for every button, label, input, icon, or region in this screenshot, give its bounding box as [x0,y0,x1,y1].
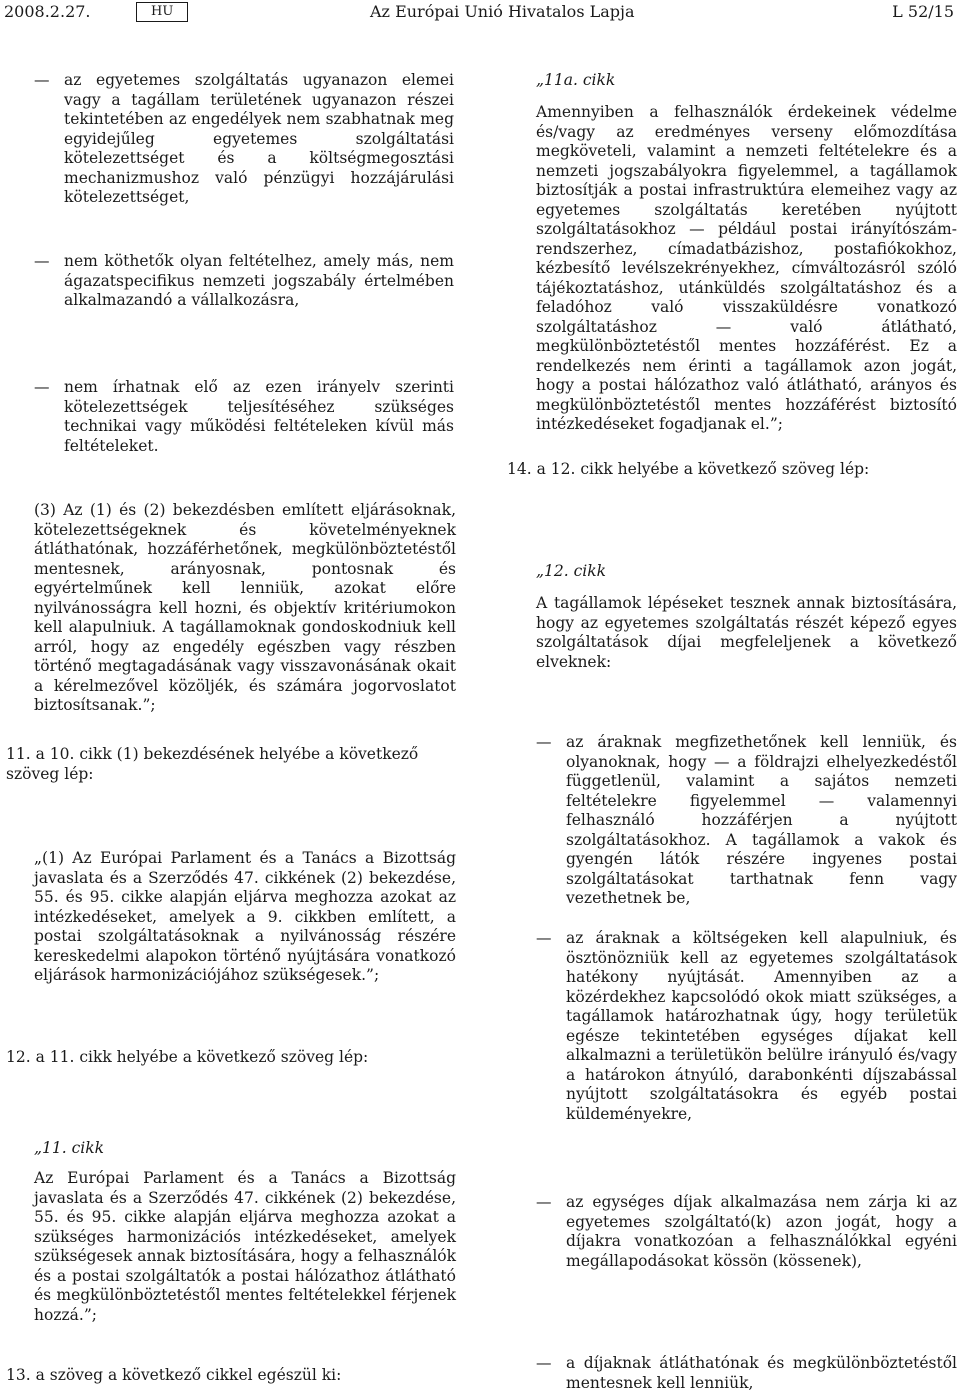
article-11-title: „11. cikk [34,1139,105,1157]
list-item [536,733,957,907]
article-11a-title: „11a. cikk [536,71,616,89]
dash-marker: — [536,1354,552,1372]
list-item [536,1354,957,1394]
publication-date: 2008.2.27. [4,2,91,21]
dash-marker: — [34,71,50,89]
list-item [536,929,957,1123]
list-item-text: az egységes díjak alkalmazása nem zárja ki az egyetemes szolgáltató(k) azon jogát, hogy a díjakra vonatkozóan a felhasználókkal egyéni megállapodásokat kössön (kössenek), [566,1193,957,1270]
dash-marker: — [536,1193,552,1211]
list-item-text: nem írhatnak elő az ezen irányelv szerinti kötelezettségek teljesítéséhez szükséges technikai vagy működési feltételeken kívül más feltételeket. [64,378,454,455]
list-item-text: az áraknak a költségeken kell alapulniuk, és ösztönözniük kell az egyetemes szolgáltatások hatékony nyújtását. Amennyiben az a közérdekhez kapcsolódó okok miatt szükséges, a tagállamok határozhatnak úgy, hogy területük egésze tekintetében egységes díjakat kell alkalmazni a területükön belülre irányuló és/vagy a határokon átnyúló, darabonkénti díjszabással nyújtott szolgáltatásokra és egyéb postai küldeményekre, [566,929,957,1123]
list-item [536,1193,957,1273]
list-item [34,252,454,322]
amendment-item-12: 12. a 11. cikk helyébe a következő szöveg lép: [6,1048,369,1066]
list-item-text: a díjaknak átláthatónak és megkülönböztetéstől mentesnek kell lenniük, [566,1354,957,1392]
list-item [34,71,454,211]
page-number: L 52/15 [892,2,954,21]
language-badge: HU [136,2,188,22]
page-header [0,2,960,24]
article-12-title: „12. cikk [536,562,607,580]
dash-marker: — [536,733,552,751]
paragraph-3: (3) Az (1) és (2) bekezdésben említett eljárásoknak, kötelezettségeknek és követelményeknek átláthatónak, hozzáférhetőnek, megkülönböztetéstől mentesnek, arányosnak, pontosnak és egyértelműnek kell lenniük, azokat előre nyilvánosságra kell hozni, és objektív kritériumokon kell alapulniuk. A tagállamoknak gondoskodniuk kell arról, hogy az engedély egészben vagy részben történő megtagadásának vagy visszavonásának okait a kérelmezővel közöljék, és számára jogorvoslatot biztosítsanak.”; [34,501,456,714]
article-12-text: A tagállamok lépéseket tesznek annak biztosítására, hogy az egyetemes szolgáltatás részét képező egyes szolgáltatások díjai megfeleljenek a következő elveknek: [536,594,957,671]
journal-title: Az Európai Unió Hivatalos Lapja [370,2,635,21]
amendment-item-13: 13. a szöveg a következő cikkel egészül ki: [6,1366,342,1384]
quote-article-10-1: „(1) Az Európai Parlament és a Tanács a Bizottság javaslata és a Szerződés 47. cikkének (2) bekezdése, 55. és 95. cikke alapján eljárva meghozza azokat az intézkedéseket, amelyek a 9. cikkben említett, a postai szolgáltatásoknak a nyilvánosság részére kereskedelmi alapokon történő nyújtására vonatkozó eljárások harmonizációjához szükségesek.”; [34,849,456,984]
list-item-text: az egyetemes szolgáltatás ugyanazon elemei vagy a tagállam területének ugyanazon részei tekintetében az engedélyek nem szabhatnak meg egyidejűleg egyetemes szolgáltatási kötelezettséget és a költségmegosztási mechanizmushoz való pénzügyi hozzájárulási kötelezettséget, [64,71,454,206]
list-item-text: nem köthetők olyan feltételhez, amely más, nem ágazatspecifikus nemzeti jogszabály értelmében alkalmazandó a vállalkozásra, [64,252,454,309]
list-item-text: az áraknak megfizethetőnek kell lenniük, és olyanoknak, hogy — a földrajzi elhelyezkedéstől függetlenül, valamint a sajátos nemzeti feltételekre figyelemmel — valamennyi felhasználó hozzáférjen a nyújtott szolgáltatásokhoz. A tagállamok a vakok és gyengén látók részére ingyenes postai szolgáltatásokat tarthatnak fenn vagy vezethetnek be, [566,733,957,907]
dash-marker: — [34,252,50,270]
dash-marker: — [34,378,50,396]
article-11a-text: Amennyiben a felhasználók érdekeinek védelme és/vagy az eredményes verseny előmozdítása megköveteli, valamint a nemzeti feltételekre és a nemzeti jogszabályokra figyelemmel, a tagállamok biztosítják a postai infrastruktúra elemeihez vagy az egyetemes szolgáltatás keretében nyújtott szolgáltatásokhoz — például postai irányítószám-rendszerhez, címadatbázishoz, postafiókokhoz, kézbesítő levélszekrényekhez, címváltozásról szóló tájékoztatáshoz, utánküldés szolgáltatáshoz és a feladóhoz való visszaküldésre vonatkozó szolgáltatáshoz — való átlátható, megkülönböztetéstől mentes hozzáférést. Ez a rendelkezés nem érinti a tagállamok azon jogát, hogy a postai hálózathoz való átlátható, arányos és megkülönböztetéstől mentes hozzáférést biztosító intézkedéseket fogadjanak el.”; [536,103,957,433]
article-11-text: Az Európai Parlament és a Tanács a Bizottság javaslata és a Szerződés 47. cikkének (2) bekezdése, 55. és 95. cikke alapján eljárva meghozza azokat a szükséges harmonizációs intézkedéseket, amelyek szükségesek annak biztosítására, hogy a felhasználók és a postai szolgáltatók a postai hálózathoz átlátható és megkülönböztetéstől mentes feltételekkel férjenek hozzá.”; [34,1169,456,1324]
list-item [34,378,454,455]
dash-marker: — [536,929,552,947]
amendment-item-14: 14. a 12. cikk helyébe a következő szöveg lép: [507,460,870,478]
amendment-item-11: 11. a 10. cikk (1) bekezdésének helyébe a következő szöveg lép: [6,745,419,783]
